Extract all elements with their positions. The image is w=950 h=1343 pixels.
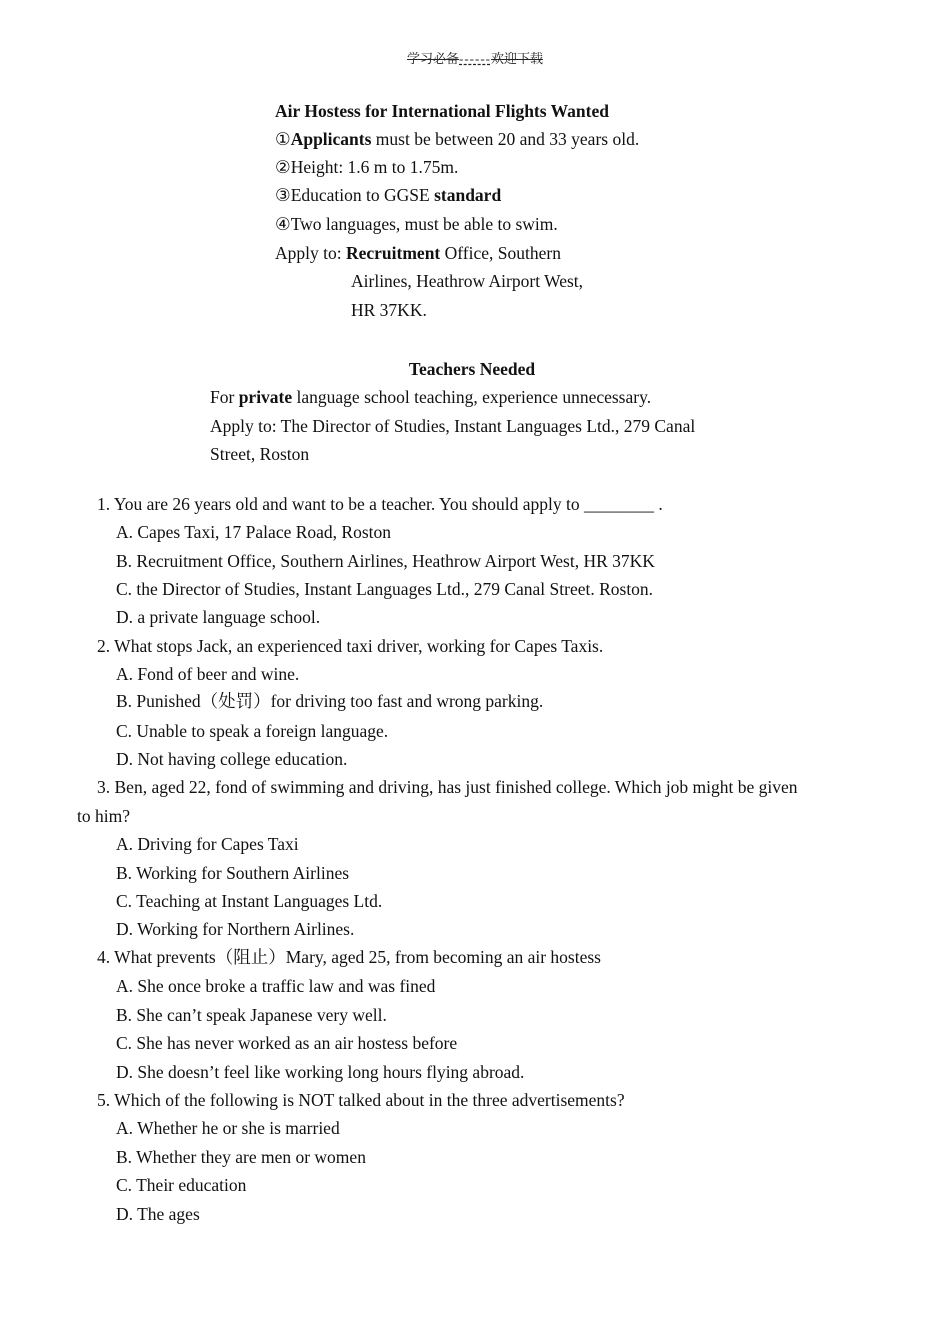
ad-teach-line-1-bold: private	[238, 387, 293, 407]
ad-air-line-1-rest: must be between 20 and 33 years old.	[371, 129, 640, 149]
ad-air-line-1	[275, 131, 639, 149]
question-3-option-d: D. Working for Northern Airlines.	[116, 919, 355, 939]
ad-teach-line-1	[210, 389, 651, 407]
question-1-option-b: B. Recruitment Office, Southern Airlines, Heathrow Airport West, HR 37KK	[116, 551, 655, 571]
question-3-option-a: A. Driving for Capes Taxi	[116, 834, 299, 854]
header-left: 学习必备	[406, 51, 459, 66]
question-5-option-d: D. The ages	[116, 1204, 200, 1224]
question-5-option-b: B. Whether they are men or women	[116, 1147, 366, 1167]
ad-teach-line-1-rest: language school teaching, experience unnecessary.	[292, 387, 652, 407]
question-4-option-c: C. She has never worked as an air hostess before	[116, 1033, 458, 1053]
ad-air-title: Air Hostess for International Flights Wanted	[275, 101, 609, 121]
ad-teach-line-2: Apply to: The Director of Studies, Instant Languages Ltd., 279 Canal	[210, 416, 696, 436]
ad-air-apply-rest: Office, Southern	[440, 243, 561, 263]
ad-air-apply-pre: Apply to:	[275, 243, 346, 263]
ad-air-line-2: ②Height: 1.6 m to 1.75m.	[275, 157, 459, 177]
question-5: 5. Which of the following is NOT talked about in the three advertisements?	[97, 1090, 625, 1110]
question-4-option-b: B. She can’t speak Japanese very well.	[116, 1005, 387, 1025]
question-4: 4. What prevents（阻止）Mary, aged 25, from becoming an air hostess	[97, 947, 601, 967]
ad-air-apply	[275, 245, 561, 263]
ad-air-line-3-text: ③Education to GGSE	[275, 185, 435, 205]
question-4-option-d: D. She doesn’t feel like working long hours flying abroad.	[116, 1062, 525, 1082]
question-3-option-c: C. Teaching at Instant Languages Ltd.	[116, 891, 383, 911]
question-2-option-d: D. Not having college education.	[116, 749, 348, 769]
ad-air-line-4: ④Two languages, must be able to swim.	[275, 214, 558, 234]
header-separator: ------	[459, 51, 491, 66]
question-5-option-a: A. Whether he or she is married	[116, 1118, 340, 1138]
question-1-option-c: C. the Director of Studies, Instant Languages Ltd., 279 Canal Street. Roston.	[116, 579, 654, 599]
question-3-option-b: B. Working for Southern Airlines	[116, 863, 350, 883]
question-5-option-c: C. Their education	[116, 1175, 247, 1195]
ad-air-line-3-bold: standard	[434, 185, 502, 205]
question-3-line-1: 3. Ben, aged 22, fond of swimming and driving, has just finished college. Which job might be given	[97, 777, 798, 797]
ad-teach-line-3: Street, Roston	[210, 444, 310, 464]
header-right: 欢迎下载	[490, 51, 543, 66]
question-2: 2. What stops Jack, an experienced taxi driver, working for Capes Taxis.	[97, 636, 604, 656]
ad-air-line-1-mark: ①	[275, 129, 291, 149]
question-4-option-a: A. She once broke a traffic law and was fined	[116, 976, 436, 996]
ad-teach-line-1-pre: For	[210, 387, 239, 407]
question-3-line-2: to him?	[77, 806, 130, 826]
question-2-option-b: B. Punished（处罚）for driving too fast and wrong parking.	[116, 691, 544, 711]
ad-air-apply-2: Airlines, Heathrow Airport West,	[351, 271, 584, 291]
question-2-option-a: A. Fond of beer and wine.	[116, 664, 300, 684]
question-1: 1. You are 26 years old and want to be a teacher. You should apply to ________ .	[97, 494, 663, 514]
ad-teach-title: Teachers Needed	[408, 359, 536, 379]
page-header	[0, 52, 950, 65]
question-1-option-a: A. Capes Taxi, 17 Palace Road, Roston	[116, 522, 392, 542]
ad-air-line-1-bold: Applicants	[290, 129, 372, 149]
ad-air-line-3	[275, 187, 501, 205]
ad-air-apply-bold: Recruitment	[345, 243, 441, 263]
ad-air-apply-3: HR 37KK.	[351, 300, 427, 320]
question-2-option-c: C. Unable to speak a foreign language.	[116, 721, 389, 741]
question-1-option-d: D. a private language school.	[116, 607, 321, 627]
